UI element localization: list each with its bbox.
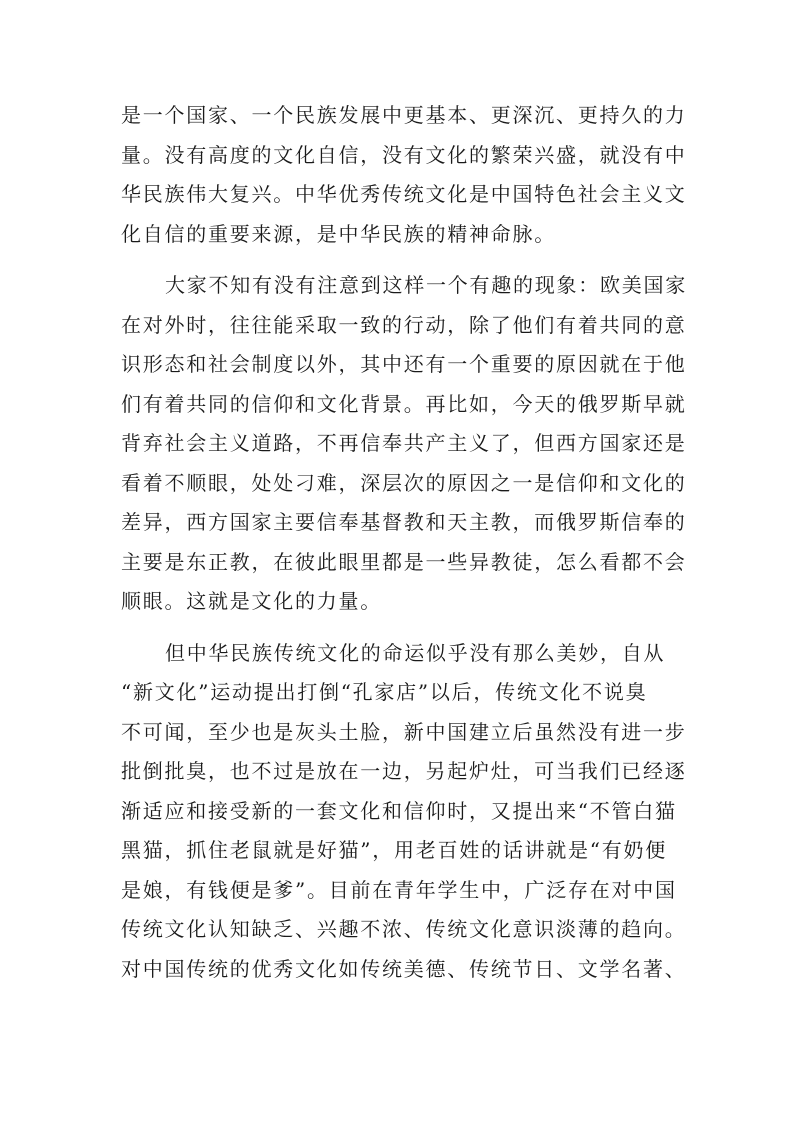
text-line: 是娘，有钱便是爹”。目前在青年学生中，广泛存在对中国	[121, 877, 677, 902]
text-line: 背弃社会主义道路，不再信奉共产主义了，但西方国家还是	[121, 431, 687, 455]
text-line: 对中国传统的优秀文化如传统美德、传统节日、文学名著、	[121, 956, 687, 981]
text-line: 大家不知有没有注意到这样一个有趣的现象：欧美国家	[165, 273, 687, 297]
text-line: 黑猫，抓住老鼠就是好猫”，用老百姓的话讲就是“有奶便	[121, 838, 667, 862]
text-line: 不可闻，至少也是灰头土脸，新中国建立后虽然没有进一步	[121, 719, 687, 744]
text-line: 渐适应和接受新的一套文化和信仰时，又提出来“不管白猫	[121, 798, 677, 823]
text-line: 看着不顺眼，处处刁难，深层次的原因之一是信仰和文化的	[121, 470, 687, 495]
text-line: 识形态和社会制度以外，其中还有一个重要的原因就在于他	[121, 352, 687, 376]
text-line: 差异，西方国家主要信奉基督教和天主教，而俄罗斯信奉的	[121, 510, 687, 534]
text-line: 华民族伟大复兴。中华优秀传统文化是中国特色社会主义文	[121, 182, 687, 206]
text-line: 顺眼。这就是文化的力量。	[121, 589, 382, 613]
document-body	[121, 96, 687, 1001]
text-line: 主要是东正教，在彼此眼里都是一些异教徒，怎么看都不会	[121, 549, 687, 574]
paragraph-3	[121, 634, 687, 990]
text-line: 批倒批臭，也不过是放在一边，另起炉灶，可当我们已经逐	[121, 759, 687, 783]
text-line: 在对外时，往往能采取一致的行动，除了他们有着共同的意	[121, 312, 687, 337]
text-line: 但中华民族传统文化的命运似乎没有那么美妙，自从	[165, 640, 666, 665]
text-line: 们有着共同的信仰和文化背景。再比如，今天的俄罗斯早就	[121, 391, 687, 416]
text-line: “新文化”运动提出打倒“孔家店”以后，传统文化不说臭	[121, 680, 648, 704]
text-line: 量。没有高度的文化自信，没有文化的繁荣兴盛，就没有中	[121, 142, 687, 167]
paragraph-1	[121, 96, 687, 254]
text-line: 是一个国家、一个民族发展中更基本、更深沉、更持久的力	[121, 103, 687, 127]
paragraph-2	[121, 266, 687, 622]
text-line: 传统文化认知缺乏、兴趣不浓、传统文化意识淡薄的趋向。	[121, 917, 687, 941]
text-line: 化自信的重要来源，是中华民族的精神命脉。	[121, 221, 556, 246]
